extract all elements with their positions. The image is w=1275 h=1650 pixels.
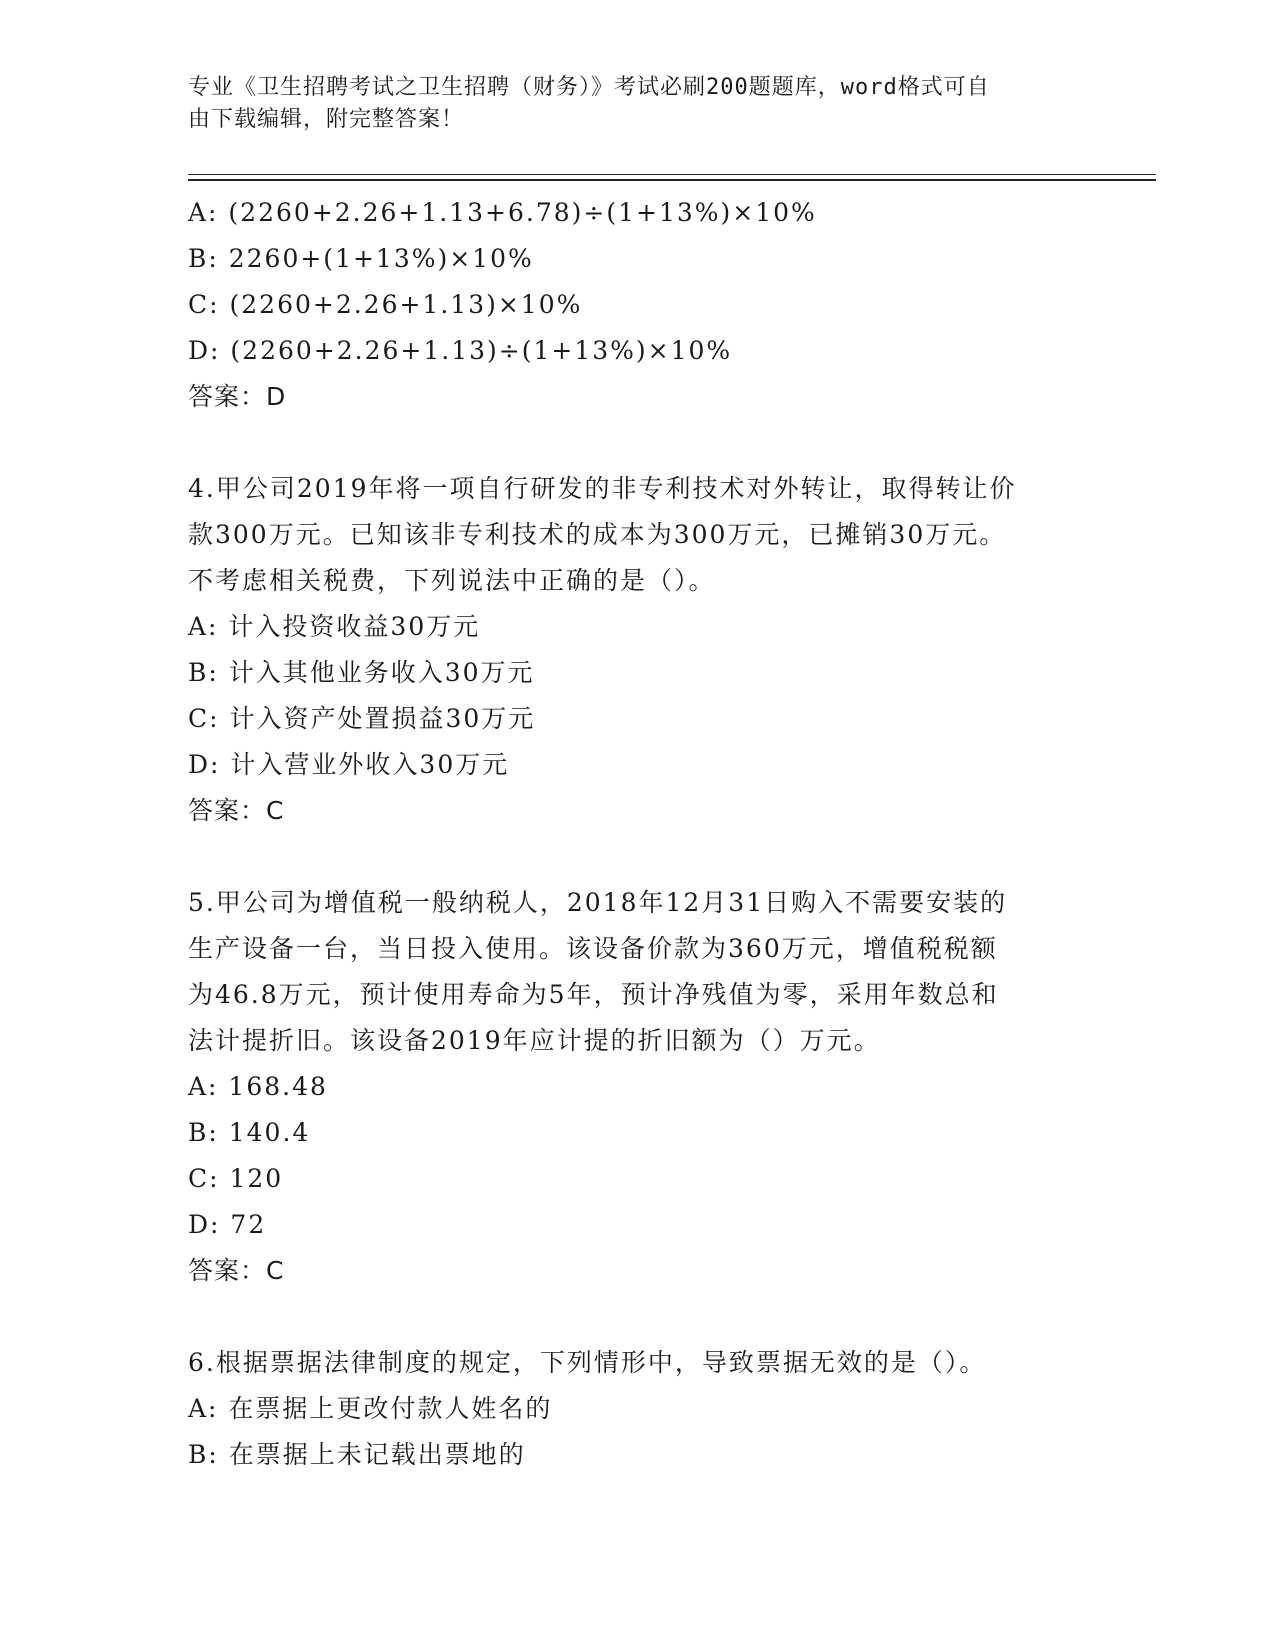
header-line-2: 由下载编辑，附完整答案！ <box>188 107 465 132</box>
q4-option-b: B: 计入其他业务收入30万元 <box>188 658 535 687</box>
q3-option-b: B: 2260+(1+13%)×10% <box>188 244 534 273</box>
q4-option-c: C: 计入资产处置损益30万元 <box>188 704 536 733</box>
q5-option-d: D: 72 <box>188 1210 267 1239</box>
q3-answer: 答案：D <box>188 382 287 411</box>
q4-stem-line-1: 4.甲公司2019年将一项自行研发的非专利技术对外转让，取得转让价 <box>188 474 1017 503</box>
q5-stem-line-1: 5.甲公司为增值税一般纳税人，2018年12月31日购入不需要安装的 <box>188 888 1008 917</box>
q5-option-b: B: 140.4 <box>188 1118 311 1147</box>
q5-option-a: A: 168.48 <box>188 1072 328 1101</box>
document-header <box>188 72 1068 136</box>
q4-stem-line-3: 不考虑相关税费，下列说法中正确的是（）。 <box>188 566 716 595</box>
q3-option-d: D: (2260+2.26+1.13)÷(1+13%)×10% <box>188 336 733 365</box>
question-6 <box>188 1340 1088 1478</box>
q5-option-c: C: 120 <box>188 1164 284 1193</box>
q6-option-a: A: 在票据上更改付款人姓名的 <box>188 1394 553 1423</box>
header-line-1: 专业《卫生招聘考试之卫生招聘（财务）》考试必刷200题题库，word格式可自 <box>188 75 990 100</box>
q3-option-a: A: (2260+2.26+1.13+6.78)÷(1+13%)×10% <box>188 198 817 227</box>
q6-stem-line-1: 6.根据票据法律制度的规定，下列情形中，导致票据无效的是（）。 <box>188 1348 987 1377</box>
q6-option-b: B: 在票据上未记载出票地的 <box>188 1440 526 1469</box>
document-body <box>188 190 1088 1478</box>
header-divider-thick <box>188 179 1156 181</box>
header-divider-thin <box>188 174 1156 175</box>
q4-option-a: A: 计入投资收益30万元 <box>188 612 481 641</box>
q5-stem-line-3: 为46.8万元，预计使用寿命为5年，预计净残值为零，采用年数总和 <box>188 980 999 1009</box>
q3-option-c: C: (2260+2.26+1.13)×10% <box>188 290 583 319</box>
q4-answer: 答案：C <box>188 796 285 825</box>
q4-option-d: D: 计入营业外收入30万元 <box>188 750 510 779</box>
q5-answer: 答案：C <box>188 1256 285 1285</box>
q4-stem-line-2: 款300万元。已知该非专利技术的成本为300万元，已摊销30万元。 <box>188 520 1007 549</box>
question-5 <box>188 880 1088 1294</box>
q5-stem-line-4: 法计提折旧。该设备2019年应计提的折旧额为（）万元。 <box>188 1026 881 1055</box>
q5-stem-line-2: 生产设备一台，当日投入使用。该设备价款为360万元，增值税税额 <box>188 934 998 963</box>
question-4 <box>188 466 1088 834</box>
question-3 <box>188 190 1088 420</box>
